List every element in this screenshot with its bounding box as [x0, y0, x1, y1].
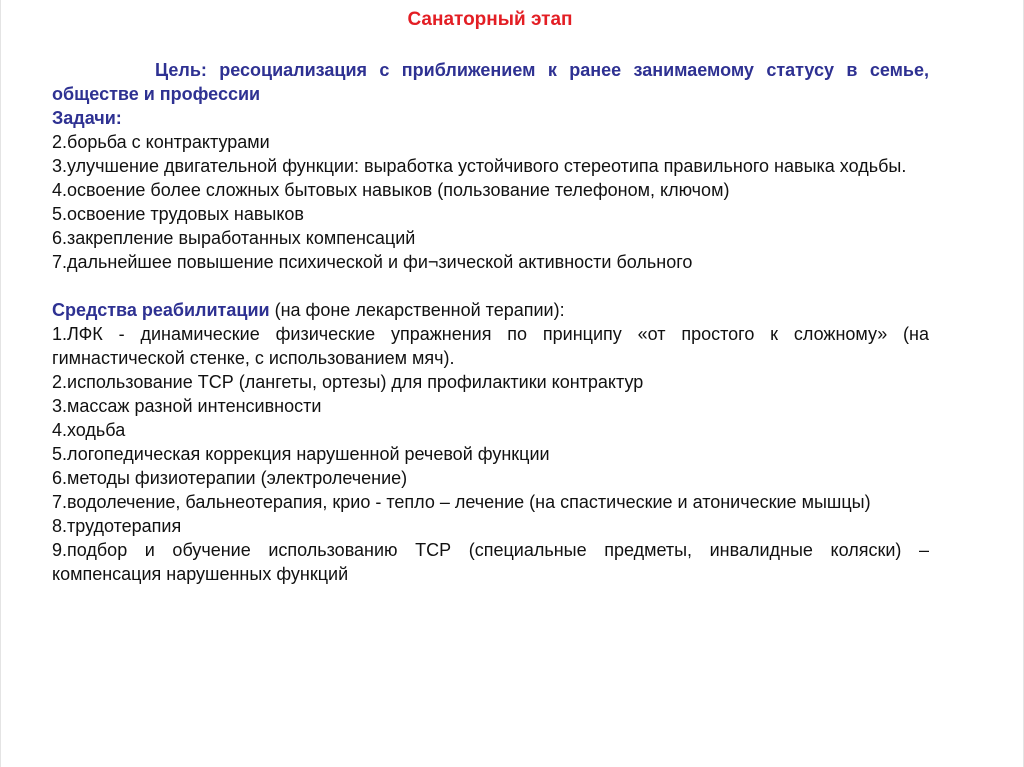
means-item: 8.трудотерапия	[52, 516, 182, 536]
tasks-heading: Задачи:	[52, 108, 122, 128]
means-item: 9.подбор и обучение использованию ТСР (специальные предметы, инвалидные коляски) – компенсация нарушенных функций	[52, 540, 929, 584]
means-item: 1.ЛФК - динамические физические упражнения по принципу «от простого к сложному» (на гимнастической стенке, с использованием мяч).	[52, 324, 929, 368]
means-subtitle: (на фоне лекарственной терапии):	[269, 300, 565, 320]
task-item: 6.закрепление выработанных компенсаций	[52, 228, 416, 248]
goal-text: Цель: ресоциализация с приближением к ранее занимаемому статусу в семье, обществе и профессии	[52, 60, 929, 104]
means-item: 7.водолечение, бальнеотерапия, крио - тепло – лечение (на спастические и атонические мышцы)	[52, 492, 871, 512]
tasks-list	[52, 130, 929, 274]
means-list	[52, 322, 929, 586]
means-heading-line	[52, 298, 929, 322]
means-item: 4.ходьба	[52, 420, 126, 440]
means-item: 2.использование ТСР (лангеты, ортезы) для профилактики контрактур	[52, 372, 644, 392]
slide-title: Санаторный этап	[407, 9, 573, 30]
task-item: 7.дальнейшее повышение психической и фи¬зической активности больного	[52, 252, 693, 272]
section-spacer	[52, 274, 929, 298]
means-heading: Средства реабилитации	[52, 300, 270, 320]
means-item: 6.методы физиотерапии (электролечение)	[52, 468, 408, 488]
slide-left-border	[0, 0, 1, 767]
means-item: 5.логопедическая коррекция нарушенной речевой функции	[52, 444, 550, 464]
task-item: 4.освоение более сложных бытовых навыков (пользование телефоном, ключом)	[52, 180, 730, 200]
task-item: 2.борьба с контрактурами	[52, 132, 270, 152]
task-item: 5.освоение трудовых навыков	[52, 204, 304, 224]
slide-content	[52, 58, 929, 586]
task-item: 3.улучшение двигательной функции: выработка устойчивого стереотипа правильного навыка ходьбы.	[52, 156, 907, 176]
means-item: 3.массаж разной интенсивности	[52, 396, 322, 416]
